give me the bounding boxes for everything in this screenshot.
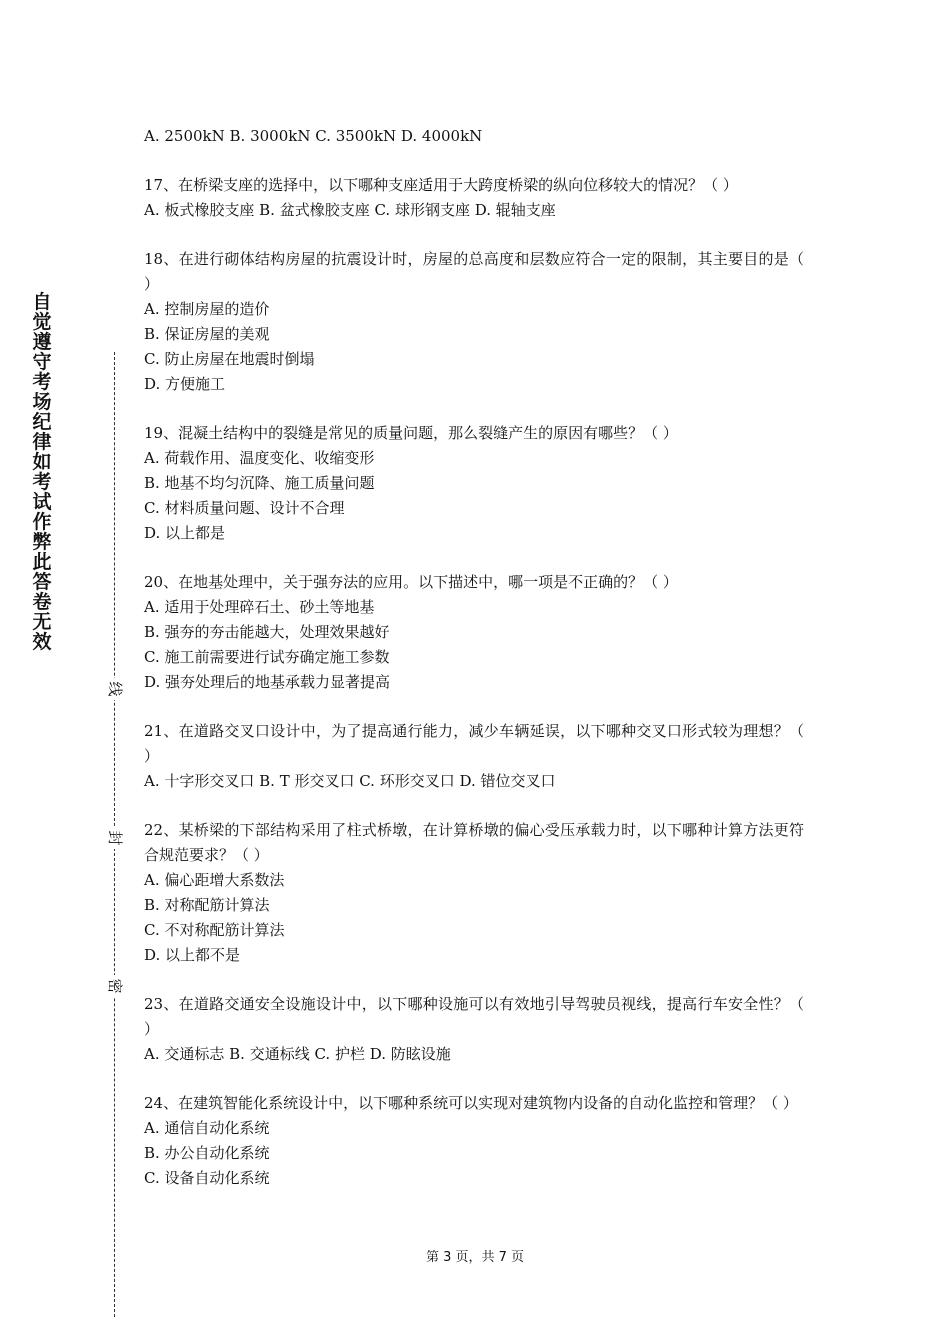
option-d: D. 方便施工 <box>144 375 226 393</box>
question-stem: 17、在桥梁支座的选择中，以下哪种支座适用于大跨度桥梁的纵向位移较大的情况？（ ） <box>144 176 738 194</box>
option-b: B. 地基不均匀沉降、施工质量问题 <box>144 474 375 492</box>
option-c: C. 不对称配筋计算法 <box>144 921 285 939</box>
question-23 <box>144 992 804 1067</box>
option-b: B. 保证房屋的美观 <box>144 325 270 343</box>
option-line: A. 十字形交叉口 B. T 形交叉口 C. 环形交叉口 D. 错位交叉口 <box>144 772 556 790</box>
question-19 <box>144 421 804 546</box>
question-18 <box>144 247 804 397</box>
option-a: A. 控制房屋的造价 <box>144 300 270 318</box>
option-a: A. 适用于处理碎石土、砂土等地基 <box>144 598 375 616</box>
question-21 <box>144 719 804 794</box>
option-a: A. 通信自动化系统 <box>144 1119 270 1137</box>
question-22 <box>144 818 804 968</box>
option-d: D. 以上都是 <box>144 524 226 542</box>
option-a: A. 荷载作用、温度变化、收缩变形 <box>144 449 375 467</box>
option-c: C. 设备自动化系统 <box>144 1169 270 1187</box>
question-16-tail <box>144 124 804 149</box>
question-stem: 19、混凝土结构中的裂缝是常见的质量问题，那么裂缝产生的原因有哪些？（ ） <box>144 424 678 442</box>
option-b: B. 强夯的夯击能越大，处理效果越好 <box>144 623 390 641</box>
side-exam-notice: 自觉遵守考场纪律如考试作弊此答卷无效 <box>32 291 52 653</box>
option-line: A. 2500kN B. 3000kN C. 3500kN D. 4000kN <box>144 127 483 145</box>
question-24 <box>144 1091 804 1191</box>
option-c: C. 材料质量问题、设计不合理 <box>144 499 345 517</box>
binding-mark-seal: 封 <box>103 827 127 849</box>
question-stem: 18、在进行砌体结构房屋的抗震设计时，房屋的总高度和层数应符合一定的限制，其主要目的是（ ） <box>144 250 804 293</box>
option-b: B. 办公自动化系统 <box>144 1144 270 1162</box>
question-stem: 23、在道路交通安全设施设计中，以下哪种设施可以有效地引导驾驶员视线，提高行车安全性？（ ） <box>144 995 804 1038</box>
question-stem: 22、某桥梁的下部结构采用了柱式桥墩，在计算桥墩的偏心受压承载力时，以下哪种计算方法更符合规范要求？（ ） <box>144 821 804 864</box>
option-c: C. 施工前需要进行试夯确定施工参数 <box>144 648 390 666</box>
question-stem: 24、在建筑智能化系统设计中，以下哪种系统可以实现对建筑物内设备的自动化监控和管理？（ ） <box>144 1094 798 1112</box>
question-list <box>144 124 804 1215</box>
question-17 <box>144 173 804 223</box>
option-d: D. 强夯处理后的地基承载力显著提高 <box>144 673 391 691</box>
question-stem: 21、在道路交叉口设计中，为了提高通行能力，减少车辆延误，以下哪种交叉口形式较为理想？（ ） <box>144 722 804 765</box>
option-line: A. 交通标志 B. 交通标线 C. 护栏 D. 防眩设施 <box>144 1045 451 1063</box>
page-footer: 第 3 页，共 7 页 <box>425 1250 525 1265</box>
option-line: A. 板式橡胶支座 B. 盆式橡胶支座 C. 球形钢支座 D. 辊轴支座 <box>144 201 556 219</box>
binding-mark-secret: 密 <box>103 975 127 997</box>
question-20 <box>144 570 804 695</box>
option-b: B. 对称配筋计算法 <box>144 896 270 914</box>
option-d: D. 以上都不是 <box>144 946 241 964</box>
binding-mark-line: 线 <box>103 678 127 700</box>
option-c: C. 防止房屋在地震时倒塌 <box>144 350 315 368</box>
option-a: A. 偏心距增大系数法 <box>144 871 285 889</box>
question-stem: 20、在地基处理中，关于强夯法的应用。以下描述中，哪一项是不正确的？（ ） <box>144 573 678 591</box>
